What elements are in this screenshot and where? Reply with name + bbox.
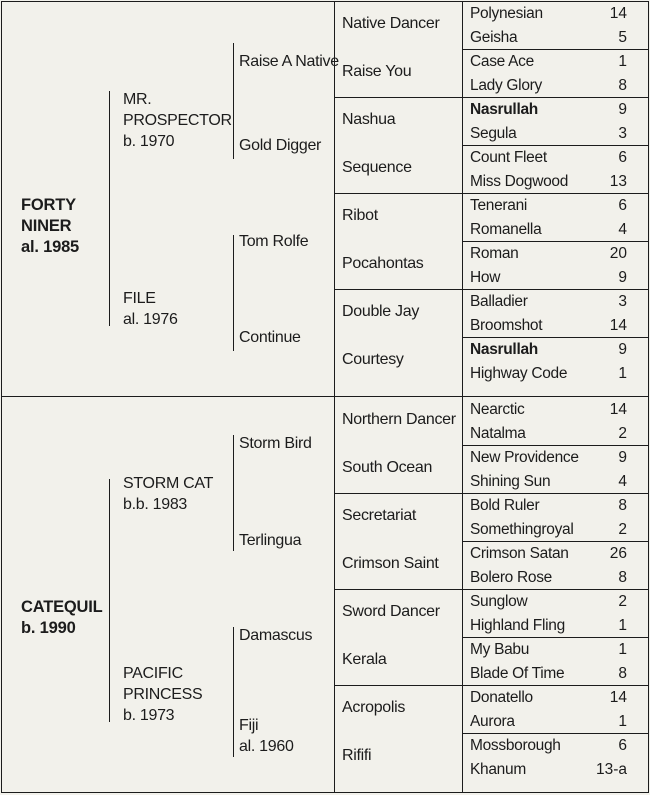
horse-gen4: Crimson Saint xyxy=(342,555,439,572)
horse-name: MR. PROSPECTOR xyxy=(123,91,232,129)
horse-name: CATEQUIL xyxy=(21,598,103,616)
bracket-dam-gen2 xyxy=(109,479,110,722)
outer-border-bottom xyxy=(1,792,649,793)
horse-name: Storm Bird xyxy=(239,435,312,452)
horse-gen4: Native Dancer xyxy=(342,15,440,32)
horse-gen5: Polynesian xyxy=(470,5,543,22)
family-number: 8 xyxy=(618,77,627,94)
family-number: 4 xyxy=(618,221,627,238)
horse-gen5: Crimson Satan xyxy=(470,545,569,562)
horse-gen5: Segula xyxy=(470,125,517,142)
horse-gen2 xyxy=(123,663,228,726)
horse-name: Terlingua xyxy=(239,532,302,549)
family-number: 6 xyxy=(618,149,627,166)
horse-gen2 xyxy=(123,89,232,152)
family-number: 4 xyxy=(618,473,627,490)
family-number: 3 xyxy=(618,293,627,310)
divider-gen5-pair xyxy=(462,337,649,338)
horse-gen1 xyxy=(21,597,101,639)
horse-gen5: Nasrullah xyxy=(470,341,538,358)
horse-gen5: Tenerani xyxy=(470,197,528,214)
horse-name: Continue xyxy=(239,329,301,346)
divider-gen5-pair xyxy=(462,637,649,638)
family-number: 8 xyxy=(618,497,627,514)
horse-gen4: Rififi xyxy=(342,747,372,764)
family-number: 14 xyxy=(609,5,627,22)
divider-gen5-pair xyxy=(462,733,649,734)
horse-gen5: Natalma xyxy=(470,425,526,442)
divider-gen5-pair xyxy=(462,589,649,590)
horse-gen5: Lady Glory xyxy=(470,77,542,94)
family-number: 1 xyxy=(618,365,627,382)
horse-gen4: Sword Dancer xyxy=(342,603,440,620)
horse-gen4: Kerala xyxy=(342,651,387,668)
horse-gen2 xyxy=(123,473,228,515)
family-number: 2 xyxy=(618,521,627,538)
divider-gen4-pair xyxy=(334,97,462,98)
horse-gen5: Count Fleet xyxy=(470,149,547,166)
divider-sire-dam xyxy=(1,396,649,397)
family-number: 13 xyxy=(609,173,627,190)
divider-gen5-pair xyxy=(462,685,649,686)
horse-gen4: South Ocean xyxy=(342,459,433,476)
horse-gen3 xyxy=(239,327,301,348)
horse-gen4: Sequence xyxy=(342,159,412,176)
family-number: 1 xyxy=(618,617,627,634)
horse-gen5: Blade Of Time xyxy=(470,665,565,682)
family-number: 6 xyxy=(618,737,627,754)
family-number: 9 xyxy=(618,269,627,286)
horse-gen5: Mossborough xyxy=(470,737,561,754)
bracket-gen3-2 xyxy=(233,235,234,351)
family-number: 2 xyxy=(618,425,627,442)
horse-gen3 xyxy=(239,51,339,72)
horse-gen5: Sunglow xyxy=(470,593,528,610)
horse-gen5: Aurora xyxy=(470,713,515,730)
divider-gen4-pair xyxy=(334,493,462,494)
bracket-sire-gen2 xyxy=(109,91,110,326)
horse-foaled: b.b. 1983 xyxy=(123,496,188,513)
horse-foaled: b. 1990 xyxy=(21,619,76,637)
horse-gen3 xyxy=(239,530,301,551)
horse-gen5: Bolero Rose xyxy=(470,569,552,586)
horse-gen4: Nashua xyxy=(342,111,396,128)
horse-gen3 xyxy=(239,625,312,646)
divider-gen5-pair xyxy=(462,541,649,542)
divider-gen4-pair xyxy=(334,685,462,686)
horse-gen5: New Providence xyxy=(470,449,579,466)
horse-gen2 xyxy=(123,288,228,330)
divider-gen5-pair xyxy=(462,289,649,290)
family-number: 1 xyxy=(618,53,627,70)
outer-border-left xyxy=(1,1,2,793)
horse-gen5: How xyxy=(470,269,501,286)
horse-gen5: Highland Fling xyxy=(470,617,565,634)
horse-gen5: My Babu xyxy=(470,641,530,658)
family-number: 5 xyxy=(618,29,627,46)
horse-gen5: Case Ace xyxy=(470,53,534,70)
horse-gen5: Romanella xyxy=(470,221,542,238)
horse-gen5: Somethingroyal xyxy=(470,521,574,538)
family-number: 3 xyxy=(618,125,627,142)
horse-gen3 xyxy=(239,231,308,252)
bracket-gen3-3 xyxy=(233,435,234,551)
horse-gen5: Roman xyxy=(470,245,519,262)
family-number: 14 xyxy=(609,317,627,334)
horse-foaled: al. 1960 xyxy=(239,738,294,755)
horse-gen4: Double Jay xyxy=(342,303,420,320)
divider-gen5 xyxy=(462,1,463,793)
pedigree-chart xyxy=(1,1,649,793)
divider-gen4-pair xyxy=(334,193,462,194)
divider-gen5-pair xyxy=(462,241,649,242)
family-number: 14 xyxy=(609,401,627,418)
horse-gen5: Khanum xyxy=(470,761,526,778)
horse-name: FILE xyxy=(123,290,156,307)
bracket-gen3-1 xyxy=(233,43,234,159)
family-number: 26 xyxy=(609,545,627,562)
horse-gen5: Balladier xyxy=(470,293,528,310)
horse-gen5: Highway Code xyxy=(470,365,568,382)
horse-foaled: al. 1976 xyxy=(123,311,178,328)
bracket-gen3-4 xyxy=(233,627,234,757)
family-number: 1 xyxy=(618,713,627,730)
family-number: 9 xyxy=(618,101,627,118)
horse-name: Fiji xyxy=(239,717,259,734)
horse-gen5: Shining Sun xyxy=(470,473,551,490)
horse-gen5: Bold Ruler xyxy=(470,497,540,514)
outer-border-right xyxy=(648,1,649,793)
family-number: 13-a xyxy=(595,761,627,778)
divider-gen5-pair xyxy=(462,493,649,494)
horse-gen3 xyxy=(239,135,321,156)
horse-name: STORM CAT xyxy=(123,475,214,492)
horse-gen4: Acropolis xyxy=(342,699,406,716)
horse-gen4: Secretariat xyxy=(342,507,417,524)
horse-gen4: Raise You xyxy=(342,63,412,80)
horse-gen3 xyxy=(239,433,312,454)
outer-border-top xyxy=(1,1,649,2)
horse-foaled: al. 1985 xyxy=(21,238,80,256)
divider-gen5-pair xyxy=(462,445,649,446)
divider-gen5-pair xyxy=(462,97,649,98)
horse-gen5: Geisha xyxy=(470,29,518,46)
horse-name: FORTY NINER xyxy=(21,196,76,235)
horse-name: Gold Digger xyxy=(239,137,322,154)
family-number: 8 xyxy=(618,569,627,586)
family-number: 1 xyxy=(618,641,627,658)
horse-name: Tom Rolfe xyxy=(239,233,309,250)
divider-gen5-pair xyxy=(462,49,649,50)
family-number: 9 xyxy=(618,449,627,466)
horse-gen3 xyxy=(239,715,294,757)
divider-gen4-pair xyxy=(334,589,462,590)
horse-gen5: Nasrullah xyxy=(470,101,538,118)
horse-gen5: Miss Dogwood xyxy=(470,173,569,190)
horse-gen5: Donatello xyxy=(470,689,533,706)
horse-gen1 xyxy=(21,195,101,258)
family-number: 14 xyxy=(609,689,627,706)
family-number: 8 xyxy=(618,665,627,682)
horse-name: Raise A Native xyxy=(239,53,339,70)
family-number: 20 xyxy=(609,245,627,262)
family-number: 2 xyxy=(618,593,627,610)
horse-gen5: Nearctic xyxy=(470,401,525,418)
horse-gen4: Pocahontas xyxy=(342,255,424,272)
family-number: 9 xyxy=(618,341,627,358)
horse-name: Damascus xyxy=(239,627,313,644)
horse-foaled: b. 1973 xyxy=(123,707,175,724)
horse-gen5: Broomshot xyxy=(470,317,543,334)
horse-gen4: Northern Dancer xyxy=(342,411,456,428)
horse-name: PACIFIC PRINCESS xyxy=(123,665,203,703)
horse-gen4: Courtesy xyxy=(342,351,404,368)
horse-gen4: Ribot xyxy=(342,207,378,224)
divider-gen4 xyxy=(334,1,335,793)
horse-foaled: b. 1970 xyxy=(123,133,175,150)
family-number: 6 xyxy=(618,197,627,214)
divider-gen4-pair xyxy=(334,289,462,290)
divider-gen5-pair xyxy=(462,193,649,194)
divider-gen5-pair xyxy=(462,145,649,146)
